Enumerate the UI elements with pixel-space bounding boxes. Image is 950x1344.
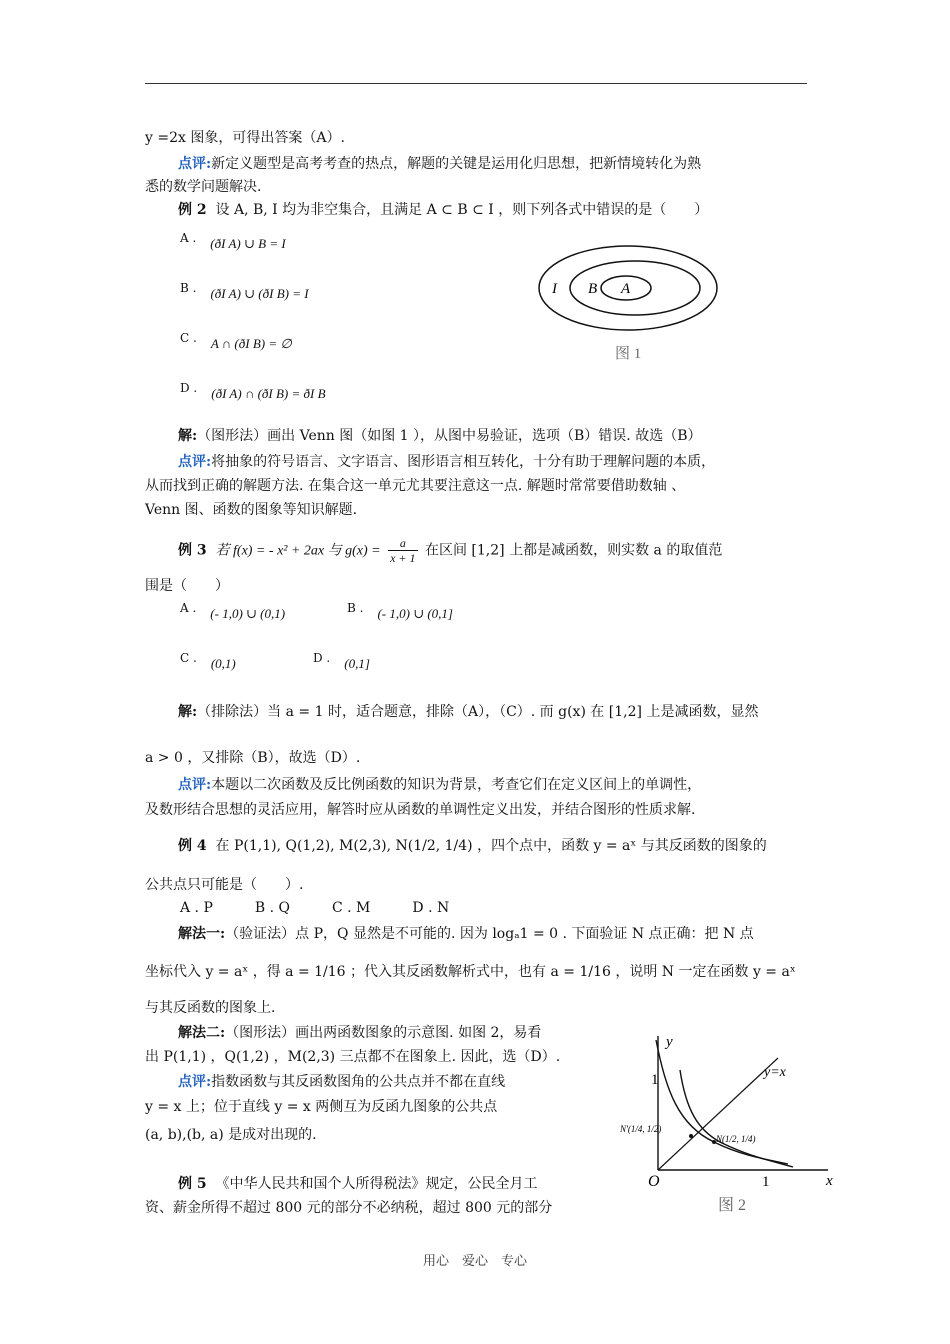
comment-text: 新定义题型是高考考查的热点，解题的关键是运用化归思想，把新情境转化为熟 — [211, 156, 702, 172]
inverse-curve — [680, 1070, 793, 1167]
example-text: 设 A, B, I 均为非空集合，且满足 A ⊂ B ⊂ I ，则下列各式中错误的是（ ） — [215, 202, 709, 218]
text-line: y =2x 图象，可得出答案（A）. — [145, 130, 345, 146]
label-i: I — [552, 281, 557, 297]
option-b: B . (- 1,0) ∪ (0,1] — [347, 601, 453, 621]
point-label-n: N(1/2, 1/4) — [716, 1134, 756, 1144]
text-line: 资、薪金所得不超过 800 元的部分不必纳税，超过 800 元的部分 — [145, 1200, 553, 1216]
example-text: 在区间 [1,2] 上都是减函数，则实数 a 的取值范 — [424, 542, 723, 559]
text-line: 出 P(1,1) ，Q(1,2) ，M(2,3) 三点都不在图象上. 因此，选（D）. — [145, 1049, 561, 1065]
comment-tag: 点评: — [178, 777, 212, 793]
example-tag: 例 5 — [178, 1176, 207, 1192]
x-tick-one: 1 — [762, 1174, 770, 1190]
comment-tag: 点评: — [178, 454, 212, 470]
comment-text: 本题以二次函数及反比例函数的知识为背景，考查它们在定义区间上的单调性， — [211, 777, 702, 793]
example-3 — [178, 536, 722, 565]
figure-caption: 图 1 — [615, 346, 642, 362]
option-d: D . (0,1] — [313, 651, 370, 671]
solution-4-1 — [178, 924, 754, 944]
comment-tag: 点评: — [178, 156, 212, 172]
fraction: $\frac{a}{x + 1}$ — [390, 536, 416, 565]
example-text: 在 P(1,1), Q(1,2), M(2,3), N(1/2, 1/4) ，四个点中，函数 y = aˣ 与其反函数的图象的 — [215, 838, 767, 854]
solution-4-2 — [178, 1023, 541, 1043]
solution-3 — [178, 702, 758, 722]
text-line: 坐标代入 y = aˣ ，得 a = 1/16 ；代入其反函数解析式中，也有 a = 1/16 ，说明 N 一定在函数 y = aˣ — [145, 964, 796, 980]
example-2 — [178, 200, 708, 220]
solution-tag: 解: — [178, 704, 198, 720]
solution-tag: 解法二: — [178, 1025, 226, 1041]
comment-3 — [178, 775, 701, 795]
option-c: C . (0,1) — [180, 651, 236, 671]
solution-text: （图形法）画出两函数图象的示意图. 如图 2，易看 — [225, 1025, 542, 1041]
example-4 — [178, 836, 767, 856]
solution-tag: 解: — [178, 428, 198, 444]
venn-diagram — [535, 242, 725, 367]
solution-tag: 解法一: — [178, 926, 226, 942]
page-footer: 用心 爱心 专心 — [422, 1254, 527, 1269]
comment-tag: 点评: — [178, 1074, 212, 1090]
example-5 — [178, 1174, 538, 1194]
label-a: A — [621, 281, 631, 297]
comment-text: 指数函数与其反函数图角的公共点并不都在直线 — [211, 1074, 506, 1090]
solution-2 — [178, 426, 702, 446]
option-a: A . (- 1,0) ∪ (0,1) — [180, 601, 286, 621]
origin-label: O — [648, 1173, 660, 1190]
example-tag: 例 3 — [178, 542, 207, 559]
axis-label-x: x — [826, 1173, 833, 1189]
axis-label-y: y — [666, 1034, 673, 1050]
example-4-options: A . P B . Q C . M D . N — [180, 900, 450, 916]
comment-1 — [178, 154, 701, 174]
text-line: a > 0 ，又排除（B），故选（D）. — [145, 750, 361, 766]
example-tag: 例 4 — [178, 838, 207, 854]
comment-4 — [178, 1072, 505, 1092]
solution-text: （验证法）点 P，Q 显然是不可能的. 因为 logₐ1 = 0 . 下面验证 N 点正确：把 N 点 — [225, 926, 754, 942]
option-d: D . (ðI A) ∩ (ðI B) = ðI B — [180, 381, 326, 401]
example-text: 若 f(x) = - x² + 2ax 与 g(x) = — [215, 543, 381, 559]
point-n-prime — [689, 1134, 693, 1138]
text-line: 与其反函数的图象上. — [145, 1000, 276, 1016]
option-c: C . A ∩ (ðI B) = ∅ — [180, 331, 292, 351]
text-line: (a, b),(b, a) 是成对出现的. — [145, 1127, 317, 1143]
option-b: B . (ðI A) ∪ (ðI B) = I — [180, 281, 309, 301]
line-label: y=x — [764, 1065, 786, 1080]
comment-text: 将抽象的符号语言、文字语言、图形语言相互转化，十分有助于理解问题的本质， — [211, 454, 716, 470]
function-graph — [618, 1030, 843, 1220]
text-line: 及数形结合思想的灵活应用，解答时应从函数的单调性定义出发，并结合图形的性质求解. — [145, 802, 696, 818]
comment-2 — [178, 452, 715, 472]
text-line: 悉的数学问题解决. — [145, 179, 262, 195]
header-rule — [145, 83, 807, 84]
figure-caption: 图 2 — [718, 1197, 747, 1214]
example-tag: 例 2 — [178, 202, 207, 218]
solution-text: （排除法）当 a = 1 时，适合题意，排除（A），（C）. 而 g(x) 在 [1,2] 上是减函数，显然 — [197, 704, 759, 720]
text-line: 从而找到正确的解题方法. 在集合这一单元尤其要注意这一点. 解题时常常要借助数轴 、 — [145, 478, 686, 494]
solution-text: （图形法）画出 Venn 图（如图 1 ），从图中易验证，选项（B）错误. 故选（B） — [197, 428, 702, 444]
text-line: y = x 上；位于直线 y = x 两侧互为反函九图象的公共点 — [145, 1099, 498, 1115]
label-b: B — [588, 281, 598, 297]
text-line: 围是（ ） — [145, 578, 229, 594]
example-text: 《中华人民共和国个人所得税法》规定，公民全月工 — [215, 1176, 538, 1192]
exponential-curve — [656, 1040, 788, 1164]
point-label-n-prime: N'(1/4, 1/2) — [620, 1124, 662, 1134]
y-tick-one: 1 — [651, 1072, 659, 1088]
text-line: 公共点只可能是（ ）. — [145, 877, 304, 893]
option-a: A . (ðI A) ∪ B = I — [180, 231, 286, 251]
line-y-equals-x — [658, 1058, 778, 1170]
text-line: Venn 图、函数的图象等知识解题. — [145, 502, 358, 518]
